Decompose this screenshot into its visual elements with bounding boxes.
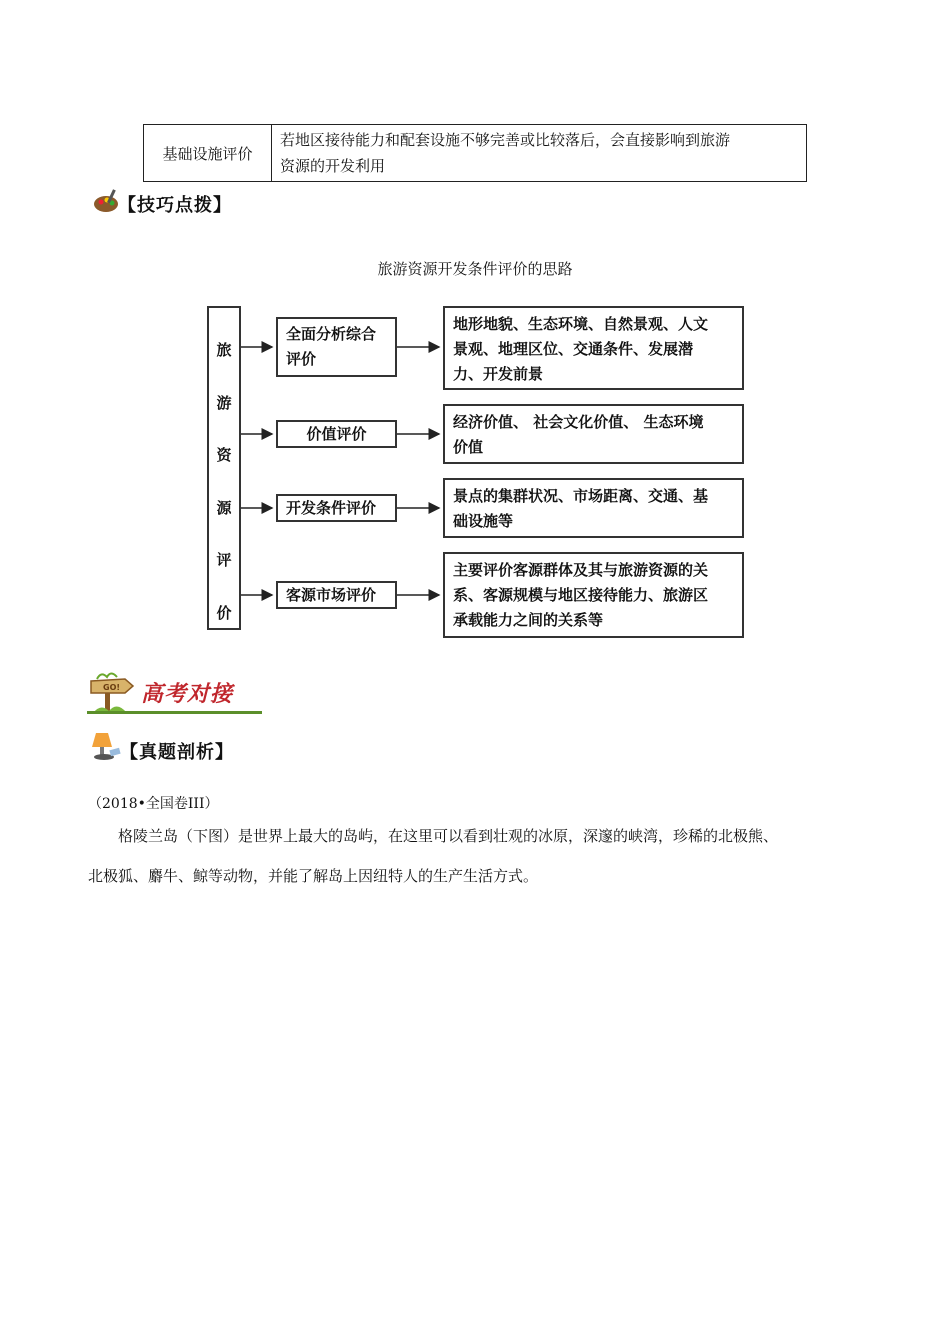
detail-box-value (443, 404, 744, 464)
paragraph-line: 北极狐、麝牛、鲸等动物，并能了解岛上因纽特人的生产生活方式。 (88, 867, 539, 885)
paragraph-line: 格陵兰岛（下图）是世界上最大的岛屿，在这里可以看到壮观的冰原，深邃的峡湾，珍稀的北极熊、 (118, 827, 779, 845)
root-char: 游 (216, 394, 232, 412)
question-source: （2018•全国卷III） (88, 796, 219, 812)
branch-label: 评价 (286, 350, 317, 368)
question-paragraph (88, 816, 868, 896)
detail-line: 础设施等 (453, 512, 514, 530)
table-cell-label: 基础设施评价 (144, 125, 272, 182)
banner-title: 高考对接 (141, 682, 234, 707)
root-char: 评 (216, 551, 232, 569)
diagram-caption: 旅游资源开发条件评价的思路 (377, 260, 573, 278)
detail-box-market (443, 552, 744, 638)
table-cell-line: 资源的开发利用 (280, 157, 386, 175)
detail-box-development (443, 478, 744, 538)
root-char: 旅 (216, 341, 232, 359)
lamp-icon (90, 731, 122, 761)
signpost-text: GO! (103, 683, 121, 692)
branch-box-market (276, 581, 397, 609)
detail-line: 系、客源规模与地区接待能力、旅游区 (453, 586, 709, 604)
root-char: 资 (216, 446, 232, 464)
tips-header: 【技巧点拨】 (118, 195, 232, 216)
table-cell-line: 若地区接待能力和配套设施不够完善或比较落后，会直接影响到旅游 (280, 131, 731, 149)
branch-label: 全面分析综合 (286, 325, 377, 343)
branch-label: 开发条件评价 (286, 498, 377, 517)
root-char: 源 (216, 499, 232, 517)
diagram-root-box (207, 306, 241, 630)
detail-line: 经济价值、 社会文化价值、 生态环境 (453, 413, 704, 431)
detail-line: 景观、地理区位、交通条件、发展潜 (453, 340, 694, 358)
branch-box-value (276, 420, 397, 448)
branch-label: 客源市场评价 (286, 585, 377, 604)
detail-line: 承载能力之间的关系等 (453, 611, 604, 629)
detail-line: 力、开发前景 (453, 365, 544, 383)
branch-box-development (276, 494, 397, 522)
branch-box-comprehensive (276, 317, 397, 377)
root-char: 价 (216, 604, 232, 622)
signpost-icon (87, 671, 137, 715)
banner-underline (87, 711, 262, 714)
detail-line: 主要评价客源群体及其与旅游资源的关 (453, 561, 709, 579)
branch-label: 价值评价 (306, 424, 367, 443)
detail-line: 景点的集群状况、市场距离、交通、基 (453, 487, 709, 505)
detail-line: 价值 (453, 438, 484, 456)
exam-header: 【真题剖析】 (120, 742, 234, 763)
detail-box-comprehensive (443, 306, 744, 390)
detail-line: 地形地貌、生态环境、自然景观、人文 (453, 315, 709, 333)
